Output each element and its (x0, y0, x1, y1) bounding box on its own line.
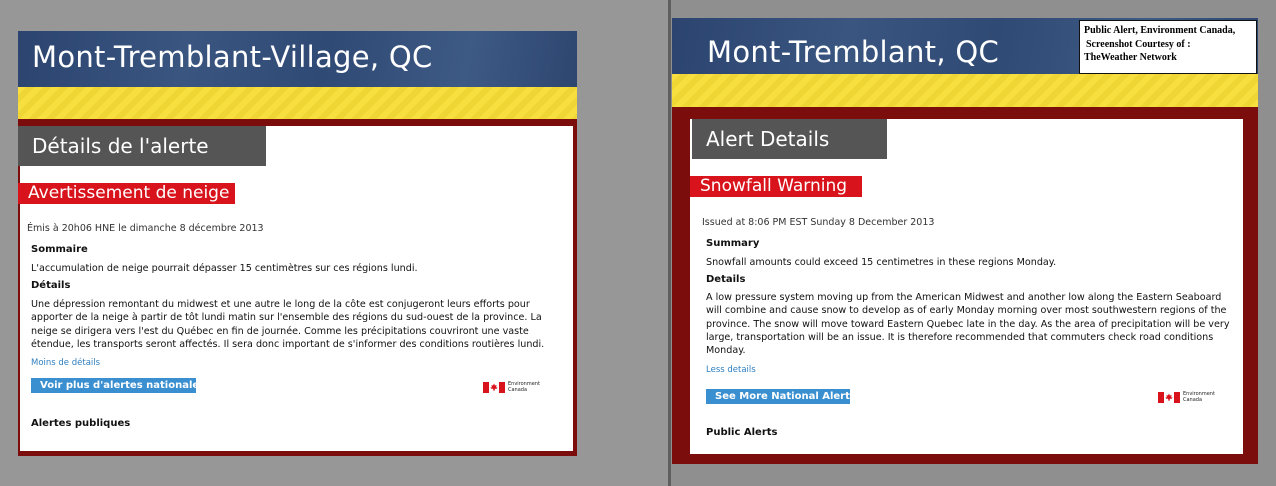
left-location-header (18, 31, 577, 87)
left-details-line: Une dépression remontant du midwest et une autre le long de la côte est conjugeront leurs efforts pour (31, 299, 530, 310)
left-content-frame (18, 119, 577, 456)
right-public-alerts-heading: Public Alerts (706, 427, 778, 438)
left-alert-panel (18, 31, 577, 456)
left-details-line: étendue, les transports seront affectés. Il sera donc important de s'informer des conditions routières lundi. (31, 338, 545, 350)
left-summary-heading: Sommaire (31, 244, 88, 255)
right-details-line: will combine and cause snow to develop as of early Monday morning over most southwestern regions of the (706, 305, 1227, 317)
right-alert-details-tab: Alert Details (692, 119, 887, 159)
right-more-alerts-button[interactable]: See More National Alerts (706, 389, 850, 404)
credit-line: Public Alert, Environment Canada, (1084, 25, 1236, 36)
credit-caption-box (1079, 20, 1257, 74)
right-yellow-stripe (672, 74, 1258, 107)
right-less-details-link[interactable]: Less details (706, 365, 756, 375)
left-more-alerts-button[interactable]: Voir plus d'alertes nationales (31, 378, 196, 393)
left-yellow-stripe (18, 87, 577, 119)
right-environment-canada-logo (1158, 392, 1215, 403)
right-details-line: Monday. (706, 345, 746, 357)
right-details-line: province. The snow will move toward Eastern Quebec late in the day. As the area of precipitation will be very (706, 318, 1230, 330)
left-environment-canada-logo (483, 382, 540, 393)
right-details-heading: Details (706, 274, 746, 285)
right-details-line: A low pressure system moving up from the American Midwest and another low along the Eastern Seaboard (706, 292, 1222, 303)
left-less-details-link[interactable]: Moins de détails (31, 358, 101, 368)
right-location-title: Mont-Tremblant, QC (707, 35, 1000, 69)
left-details-line: neige se dirigera vers l'est du Québec en fin de journée. Comme les précipitations couvriront une vaste (31, 325, 529, 337)
left-details-heading: Détails (31, 280, 71, 291)
right-content-area (690, 119, 1243, 454)
left-public-alerts-heading: Alertes publiques (31, 418, 131, 429)
canada-flag-icon (483, 382, 505, 393)
left-alert-details-tab: Détails de l'alerte (18, 126, 266, 166)
right-logo-text: Environment Canada (1183, 391, 1215, 403)
credit-line: TheWeather Network (1084, 52, 1177, 63)
left-details-line: apporter de la neige à partir de tôt lundi matin sur l'ensemble des régions du sud-ouest de la province. La (31, 312, 542, 324)
right-details-line: large, transportation will be an issue. It is therefore recommended that commuters check road conditions (706, 331, 1214, 343)
canada-flag-icon (1158, 392, 1180, 403)
left-summary-text: L'accumulation de neige pourrait dépasser 15 centimètres sur ces régions lundi. (31, 263, 418, 274)
right-summary-heading: Summary (706, 238, 760, 249)
left-warning-title: Avertissement de neige (18, 183, 235, 204)
left-logo-text: Environment Canada (508, 381, 540, 393)
right-alert-panel (672, 18, 1258, 464)
left-issued-timestamp: Émis à 20h06 HNE le dimanche 8 décembre 2013 (27, 223, 264, 234)
right-content-frame (672, 107, 1258, 464)
left-details-text (31, 298, 571, 351)
left-content-area (20, 126, 573, 451)
credit-line: Screenshot Courtesy of : (1086, 38, 1191, 50)
right-summary-text: Snowfall amounts could exceed 15 centimetres in these regions Monday. (706, 257, 1057, 268)
right-issued-timestamp: Issued at 8:06 PM EST Sunday 8 December 2013 (702, 217, 935, 228)
left-location-title: Mont-Tremblant-Village, QC (32, 40, 433, 74)
right-details-text (706, 291, 1236, 357)
right-warning-title: Snowfall Warning (690, 176, 862, 197)
